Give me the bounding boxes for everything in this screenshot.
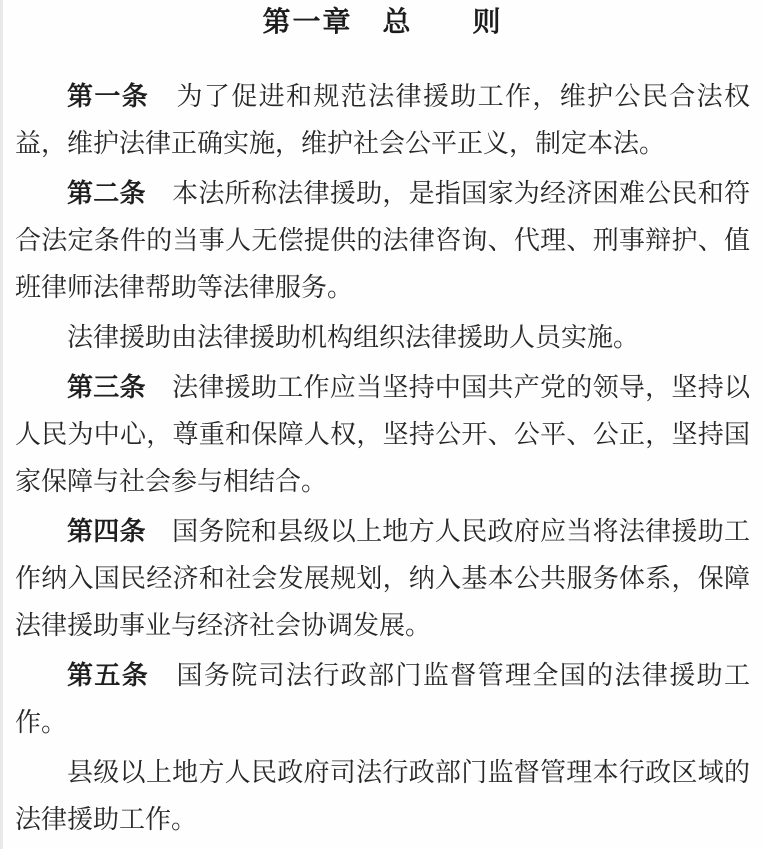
text-line: 县级以上地方人民政府司法行政部门监督管理本行政区域的	[67, 758, 750, 787]
article-paragraph	[15, 652, 750, 746]
text-line: 法律援助事业与经济社会协调发展。	[15, 611, 432, 640]
text-line: 人民为中心，尊重和保障人权，坚持公开、公平、公正，坚持国	[15, 420, 750, 449]
text-line: 第四条 国务院和县级以上地方人民政府应当将法律援助工	[67, 517, 750, 546]
article-number: 第五条	[67, 661, 150, 690]
text-line: 作纳入国民经济和社会发展规划，纳入基本公共服务体系，保障	[15, 564, 750, 593]
article-paragraph	[15, 73, 750, 167]
text-line: 第三条 法律援助工作应当坚持中国共产党的领导，坚持以	[67, 373, 750, 402]
article-number: 第四条	[67, 517, 146, 546]
text-line: 第五条 国务院司法行政部门监督管理全国的法律援助工	[67, 661, 750, 690]
text-line: 合法定条件的当事人无偿提供的法律咨询、代理、刑事辩护、值	[15, 226, 750, 255]
text-line: 法律援助工作。	[15, 805, 198, 834]
article-number: 第二条	[67, 179, 146, 208]
text-line: 作。	[15, 708, 68, 737]
article-number: 第三条	[67, 373, 146, 402]
text-line: 班律师法律帮助等法律服务。	[15, 273, 354, 302]
text-line: 第一条 为了促进和规范法律援助工作，维护公民合法权	[67, 82, 750, 111]
chapter-title: 第一章 总 则	[262, 7, 503, 38]
document-body	[15, 73, 750, 843]
article-paragraph	[15, 508, 750, 649]
text-line: 益，维护法律正确实施，维护社会公平正义，制定本法。	[15, 129, 666, 158]
article-paragraph	[15, 364, 750, 505]
text-line: 第二条 本法所称法律援助，是指国家为经济困难公民和符	[67, 179, 750, 208]
article-paragraph	[15, 749, 750, 843]
article-paragraph	[15, 314, 750, 361]
article-paragraph	[15, 170, 750, 311]
article-number: 第一条	[67, 82, 150, 111]
text-line: 法律援助由法律援助机构组织法律援助人员实施。	[67, 323, 640, 352]
text-line: 家保障与社会参与相结合。	[15, 467, 328, 496]
